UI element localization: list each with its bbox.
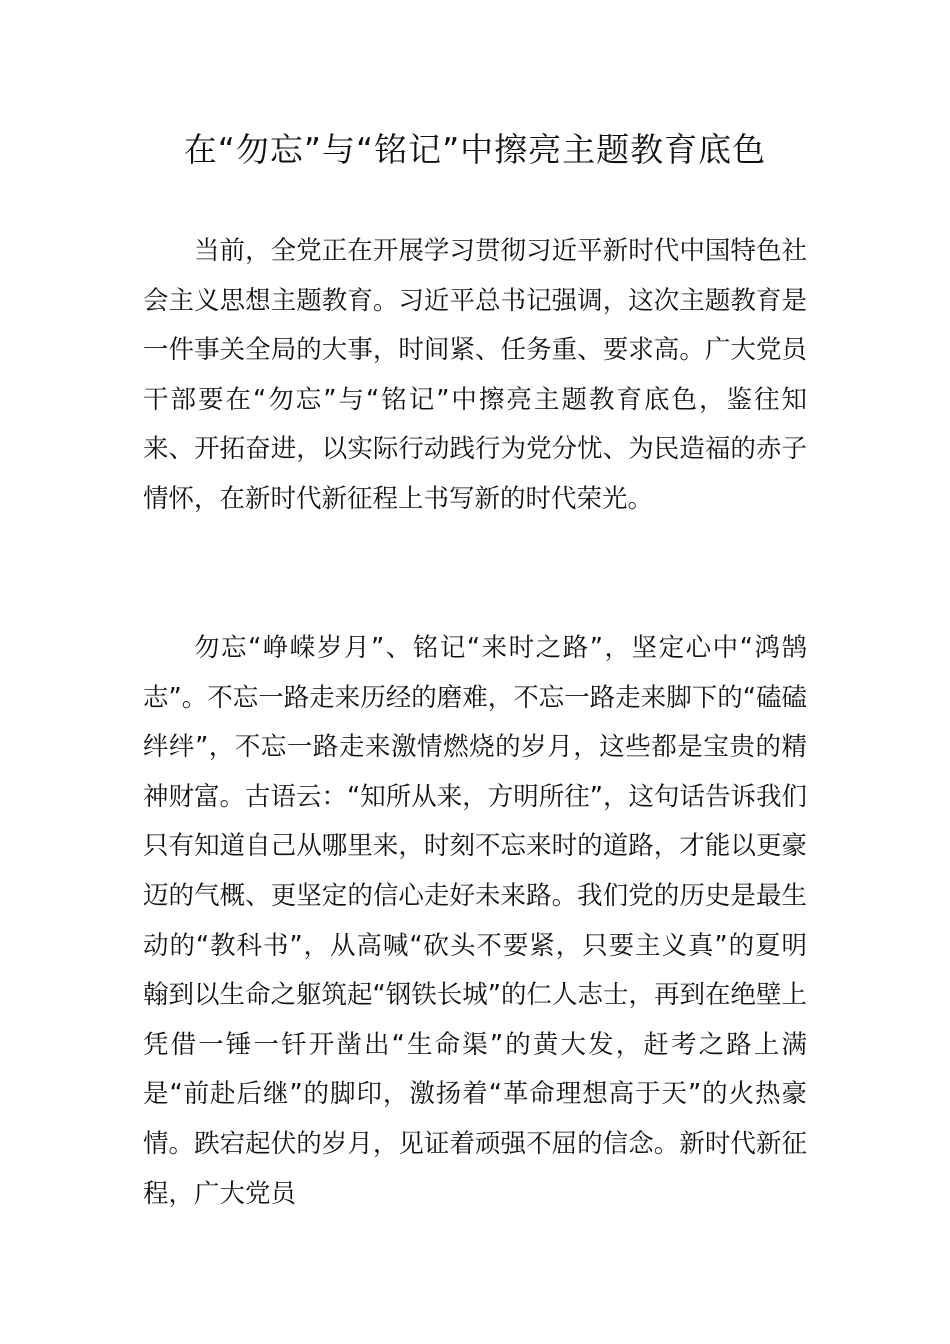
document-title: 在“勿忘”与“铭记”中擦亮主题教育底色 xyxy=(183,130,767,169)
paragraph-section-one: 勿忘“峥嵘岁月”、铭记“来时之路”，坚定心中“鸿鹄志”。不忘一路走来历经的磨难，不忘一路走来脚下的“磕磕绊绊”，不忘一路走来激情燃烧的岁月，这些都是宝贵的精神财富。古语云：“知所从来，方明所往”，这句话告诉我们只有知道自己从哪里来，时刻不忘来时的道路，才能以更豪迈的气概、更坚定的信心走好未来路。我们党的历史是最生动的“教科书”，从高喊“砍头不要紧，只要主义真”的夏明翰到以生命之躯筑起“钢铁长城”的仁人志士，再到在绝壁上凭借一锤一钎开凿出“生命渠”的黄大发，赶考之路上满是“前赴后继”的脚印，激扬着“革命理想高于天”的火热豪情。跌宕起伏的岁月，见证着顽强不屈的信念。新时代新征程，广大党员 xyxy=(143,633,807,1209)
paragraph-intro: 当前，全党正在开展学习贯彻习近平新时代中国特色社会主义思想主题教育。习近平总书记强调，这次主题教育是一件事关全局的大事，时间紧、任务重、要求高。广大党员干部要在“勿忘”与“铭记”中擦亮主题教育底色，鉴往知来、开拓奋进，以实际行动践行为党分忧、为民造福的赤子情怀，在新时代新征程上书写新的时代荣光。 xyxy=(143,236,807,514)
